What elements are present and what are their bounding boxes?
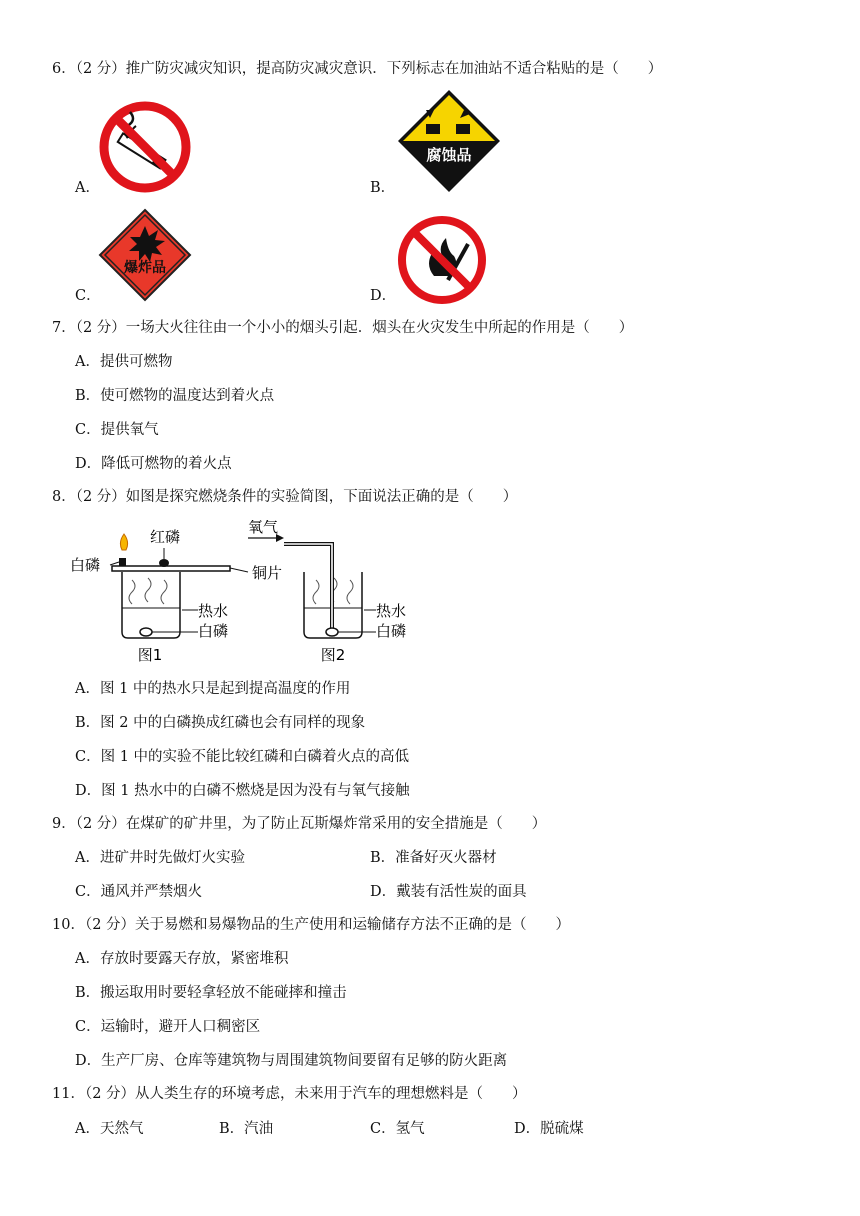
q7-option-a[interactable]: A．提供可燃物 bbox=[75, 354, 173, 370]
q8-option-b[interactable]: B．图 2 中的白磷换成红磷也会有同样的现象 bbox=[75, 715, 366, 731]
explosive-sign-text: 爆炸品 bbox=[124, 260, 166, 276]
q11-option-a[interactable]: A．天然气 bbox=[75, 1121, 144, 1137]
q8-stem: 8．（2 分）如图是探究燃烧条件的实验简图，下面说法正确的是（ ） bbox=[52, 489, 518, 505]
q9-option-a[interactable]: A．进矿井时先做灯火实验 bbox=[75, 850, 245, 866]
q10-option-b[interactable]: B．搬运取用时要轻拿轻放不能碰摔和撞击 bbox=[75, 985, 347, 1001]
q9-option-d[interactable]: D．戴装有活性炭的面具 bbox=[370, 884, 527, 900]
fig1-red-phosphorus-label: 红磷 bbox=[150, 528, 181, 546]
figure-2 bbox=[248, 520, 406, 664]
no-open-flame-icon bbox=[396, 214, 488, 310]
corrosive-icon bbox=[396, 88, 502, 198]
fig2-white-phosphorus-label: 白磷 bbox=[376, 622, 407, 640]
q7-stem: 7．（2 分）一场大火往往由一个小小的烟头引起．烟头在火灾发生中所起的作用是（ ） bbox=[52, 320, 634, 336]
q11-option-d[interactable]: D．脱硫煤 bbox=[514, 1121, 584, 1137]
fig1-copper-label: 铜片 bbox=[252, 564, 283, 582]
q7-option-c[interactable]: C．提供氧气 bbox=[75, 422, 159, 438]
explosive-icon bbox=[98, 208, 192, 306]
fig1-white-phosphorus-top-label: 白磷 bbox=[70, 556, 101, 574]
no-smoking-icon bbox=[98, 100, 192, 198]
q7-option-d[interactable]: D．降低可燃物的着火点 bbox=[75, 456, 232, 472]
fig2-caption: 图2 bbox=[320, 646, 346, 664]
q10-option-a[interactable]: A．存放时要露天存放，紧密堆积 bbox=[75, 951, 289, 967]
fig2-hot-water-label: 热水 bbox=[376, 602, 407, 620]
q10-option-d[interactable]: D．生产厂房、仓库等建筑物与周围建筑物间要留有足够的防火距离 bbox=[75, 1053, 508, 1069]
q9-option-b[interactable]: B．准备好灭火器材 bbox=[370, 850, 497, 866]
fig1-white-phosphorus-bottom-label: 白磷 bbox=[198, 622, 229, 640]
q6-stem: 6．（2 分）推广防灾减灾知识，提高防灾减灾意识．下列标志在加油站不适合粘贴的是（ ） bbox=[52, 61, 663, 77]
q7-option-b[interactable]: B．使可燃物的温度达到着火点 bbox=[75, 388, 275, 404]
q10-stem: 10．（2 分）关于易燃和易爆物品的生产使用和运输储存方法不正确的是（ ） bbox=[52, 917, 571, 933]
fig2-oxygen-label: 氧气 bbox=[248, 520, 279, 536]
q8-option-d[interactable]: D．图 1 热水中的白磷不燃烧是因为没有与氧气接触 bbox=[75, 783, 410, 799]
q6-option-d-letter[interactable]: D． bbox=[370, 288, 397, 304]
combustion-experiment-figure bbox=[70, 520, 420, 674]
fig1-caption: 图1 bbox=[137, 646, 163, 664]
q6-option-c-letter[interactable]: C． bbox=[75, 288, 101, 304]
q11-option-c[interactable]: C．氢气 bbox=[370, 1121, 425, 1137]
fig1-hot-water-label: 热水 bbox=[198, 602, 229, 620]
q11-option-b[interactable]: B．汽油 bbox=[219, 1121, 274, 1137]
figure-1 bbox=[70, 528, 282, 664]
q6-option-b-letter[interactable]: B． bbox=[370, 180, 396, 196]
q9-option-c[interactable]: C．通风并严禁烟火 bbox=[75, 884, 203, 900]
q6-option-a-letter[interactable]: A． bbox=[75, 180, 100, 196]
q8-option-a[interactable]: A．图 1 中的热水只是起到提高温度的作用 bbox=[75, 681, 351, 697]
q10-option-c[interactable]: C．运输时，避开人口稠密区 bbox=[75, 1019, 261, 1035]
q9-stem: 9．（2 分）在煤矿的矿井里，为了防止瓦斯爆炸常采用的安全措施是（ ） bbox=[52, 816, 547, 832]
q11-stem: 11．（2 分）从人类生存的环境考虑，未来用于汽车的理想燃料是（ ） bbox=[52, 1086, 527, 1102]
corrosive-sign-text: 腐蚀品 bbox=[426, 146, 472, 164]
q8-option-c[interactable]: C．图 1 中的实验不能比较红磷和白磷着火点的高低 bbox=[75, 749, 410, 765]
